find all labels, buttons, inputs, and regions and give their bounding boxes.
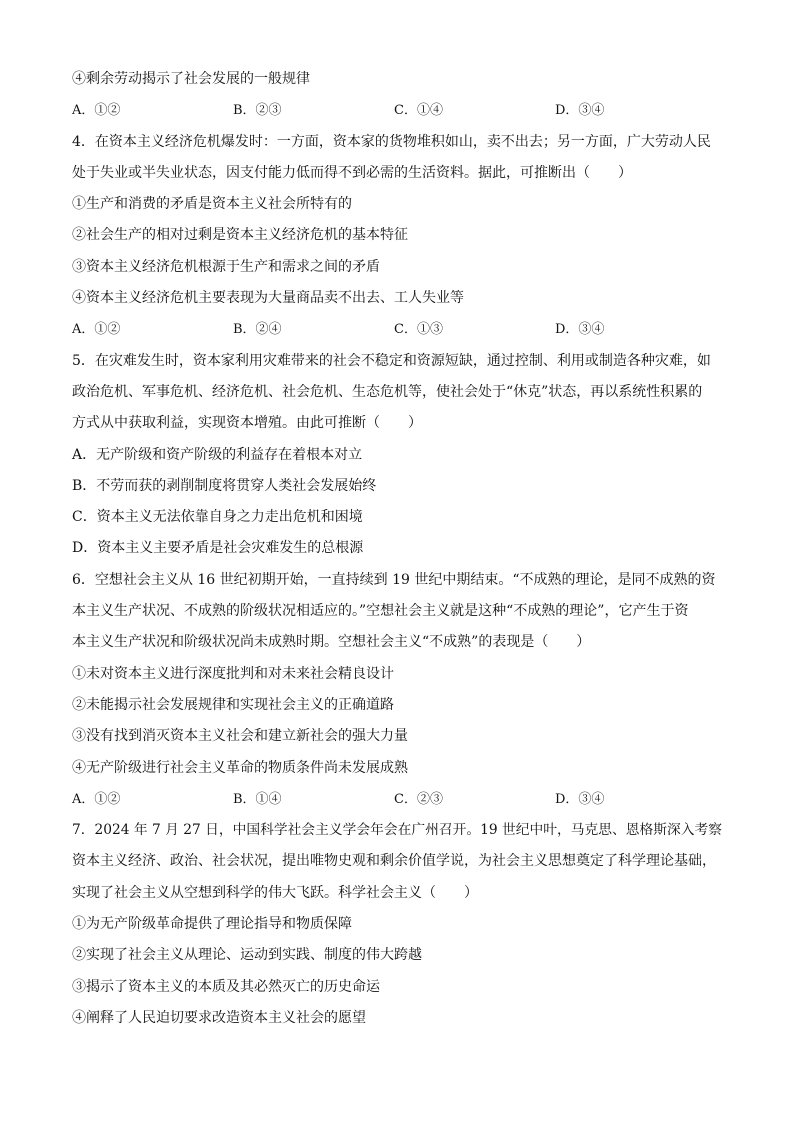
statement: ③资本主义经济危机根源于生产和需求之间的矛盾	[72, 258, 380, 275]
question-7	[72, 815, 722, 1034]
statement: ④无产阶级进行社会主义革命的物质条件尚未发展成熟	[72, 759, 408, 776]
option-b: B．②③	[233, 103, 282, 119]
options-row	[72, 784, 722, 815]
question-stem-line: 本主义生产状况、不成熟的阶级状况相适应的。”空想社会主义就是这种“不成熟的理论”，它产生于资	[72, 603, 689, 620]
option-d: D．③④	[555, 322, 605, 338]
statement: ①为无产阶级革命提供了理论指导和物质保障	[72, 916, 352, 933]
question-stem-line: 7．2024 年 7 月 27 日，中国科学社会主义学会年会在广州召开。19 世纪中叶，马克思、恩格斯深入考察	[72, 822, 722, 839]
question-stem-line: 处于失业或半失业状态，因支付能力低而得不到必需的生活资料。据此，可推断出（ ）	[72, 164, 632, 181]
statement: ④阐释了人民迫切要求改造资本主义社会的愿望	[72, 1009, 366, 1026]
option-b: B．②④	[233, 322, 282, 338]
statement: ②社会生产的相对过剩是资本主义经济危机的基本特征	[72, 227, 408, 244]
choice-b: B．不劳而获的剥削制度将贯穿人类社会发展始终	[72, 477, 377, 494]
option-c: C．①③	[394, 322, 443, 338]
question-4	[72, 127, 722, 346]
question-stem-line: 6．空想社会主义从 16 世纪初期开始，一直持续到 19 世纪中期结束。“不成熟的理论，是同不成熟的资	[72, 571, 716, 588]
exam-page	[72, 64, 722, 1034]
option-a: A．①②	[72, 791, 121, 807]
question-stem-line: 政治危机、军事危机、经济危机、社会危机、生态危机等，使社会处于“休克”状态，再以系统性积累的	[72, 383, 703, 400]
choice-a: A．无产阶级和资产阶级的利益存在着根本对立	[72, 446, 363, 463]
options-row-prev	[72, 95, 722, 126]
statement: ②实现了社会主义从理论、运动到实践、制度的伟大跨越	[72, 947, 422, 964]
option-c: C．①④	[394, 103, 443, 119]
option-d: D．③④	[555, 103, 605, 119]
question-stem-line: 本主义生产状况和阶级状况尚未成熟时期。空想社会主义“不成熟”的表现是（ ）	[72, 634, 591, 651]
option-c: C．②③	[394, 791, 443, 807]
option-a: A．①②	[72, 322, 121, 338]
option-d: D．③④	[555, 791, 605, 807]
option-b: B．①④	[233, 791, 282, 807]
statement-4-prev: ④剩余劳动揭示了社会发展的一般规律	[72, 71, 310, 87]
question-stem-line: 资本主义经济、政治、社会状况，提出唯物史观和剩余价值学说，为社会主义思想奠定了科学理论基础，	[72, 853, 716, 870]
statement: ①未对资本主义进行深度批判和对未来社会精良设计	[72, 665, 394, 682]
statement: ②未能揭示社会发展规律和实现社会主义的正确道路	[72, 696, 394, 713]
question-stem-line: 5．在灾难发生时，资本家利用灾难带来的社会不稳定和资源短缺，通过控制、利用或制造各种灾难，如	[72, 352, 711, 369]
statement: ③没有找到消灭资本主义社会和建立新社会的强大力量	[72, 728, 408, 745]
question-stem-line: 4．在资本主义经济危机爆发时：一方面，资本家的货物堆积如山，卖不出去；另一方面，广大劳动人民	[72, 133, 711, 150]
options-row	[72, 314, 722, 345]
question-5	[72, 346, 722, 565]
statement: ④资本主义经济危机主要表现为大量商品卖不出去、工人失业等	[72, 290, 464, 307]
choice-c: C．资本主义无法依靠自身之力走出危机和困境	[72, 509, 363, 526]
statement: ①生产和消费的矛盾是资本主义社会所特有的	[72, 196, 352, 213]
question-stem-line: 方式从中获取利益，实现资本增殖。由此可推断（ ）	[72, 415, 422, 432]
question-6	[72, 565, 722, 815]
statement: ③揭示了资本主义的本质及其必然灭亡的历史命运	[72, 978, 380, 995]
choice-d: D．资本主义主要矛盾是社会灾难发生的总根源	[72, 540, 364, 557]
option-a: A．①②	[72, 103, 121, 119]
question-stem-line: 实现了社会主义从空想到科学的伟大飞跃。科学社会主义（ ）	[72, 884, 478, 901]
